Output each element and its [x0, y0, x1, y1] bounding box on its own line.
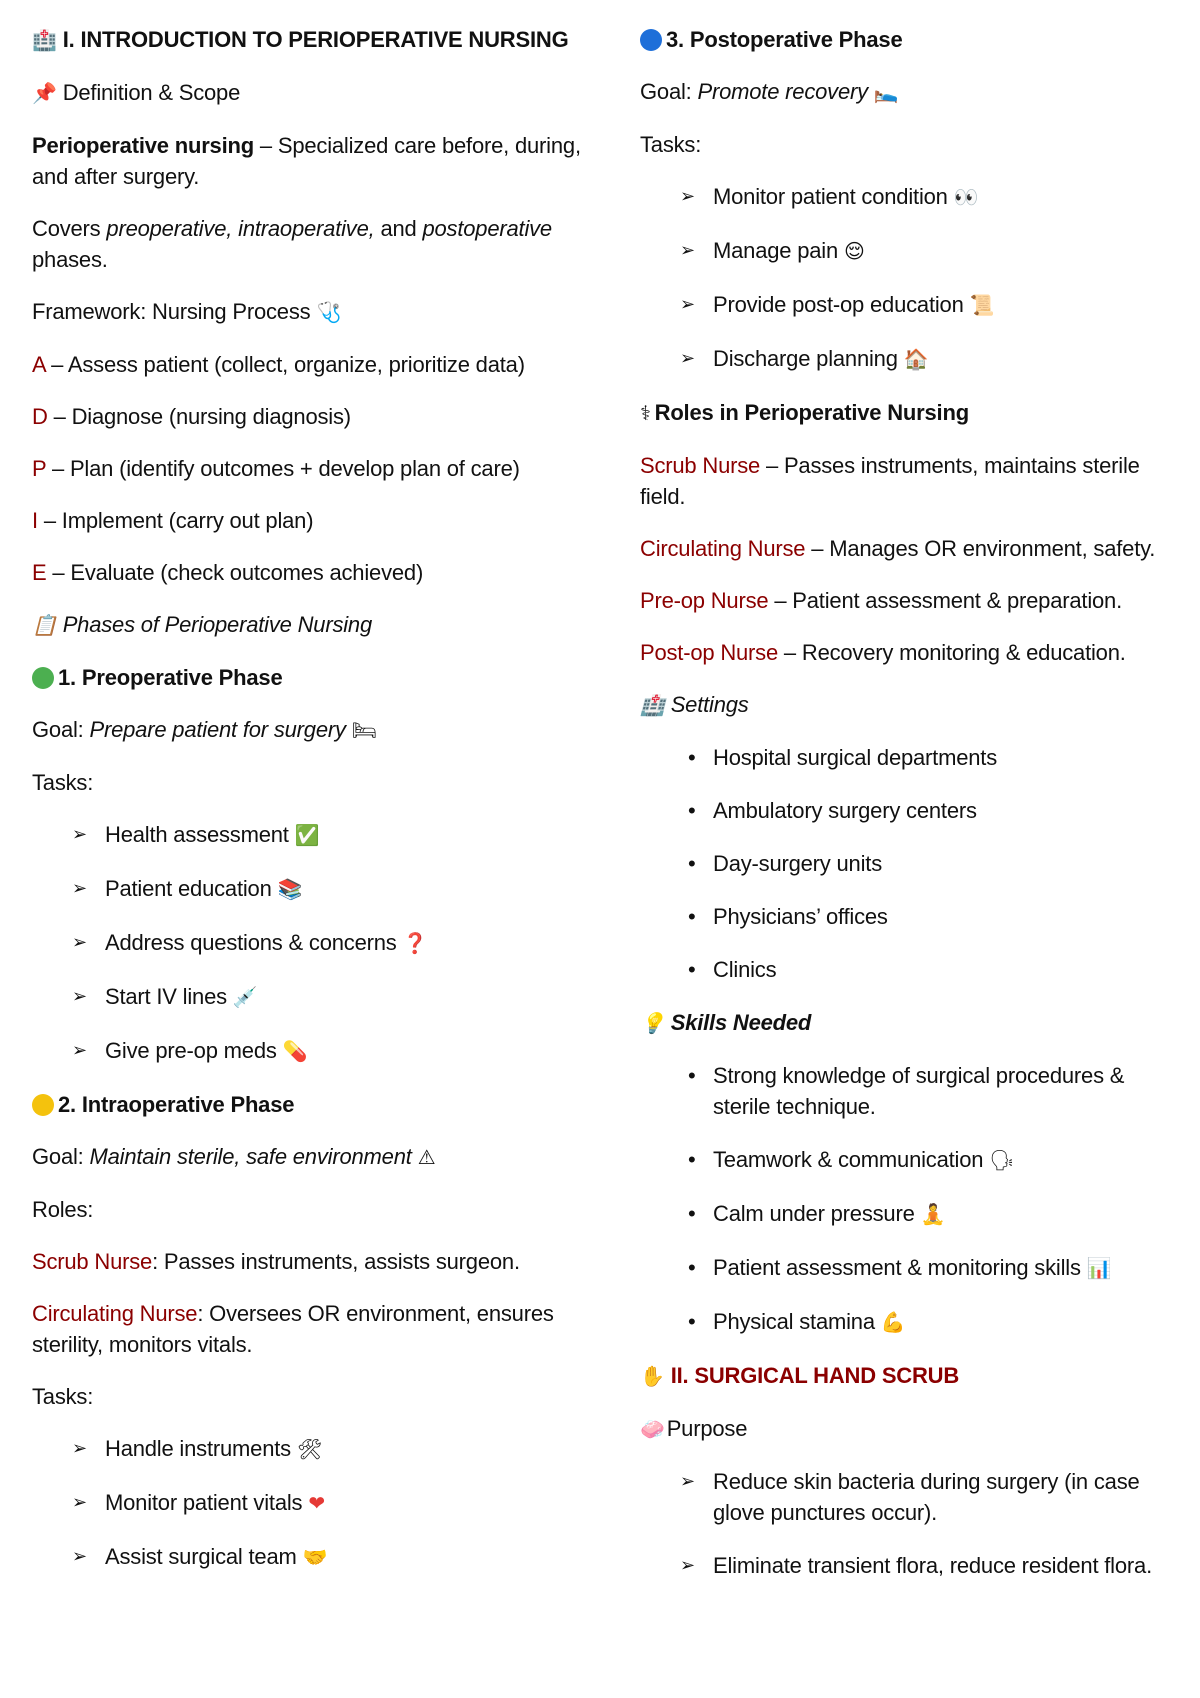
relieved-face-icon: 😌 — [844, 239, 865, 263]
light-bulb-icon: 💡 — [640, 1011, 665, 1035]
hand-scrub-title: ✋ II. SURGICAL HAND SCRUB — [640, 1360, 1180, 1392]
purpose-heading: 🧼Purpose — [640, 1413, 1180, 1445]
heart-icon: ❤ — [308, 1491, 325, 1515]
books-icon: 📚 — [277, 877, 303, 901]
list-item: • Clinics — [688, 957, 777, 982]
arrow-bullet-icon: ➢ — [72, 878, 87, 899]
role-scrub-nurse: Scrub Nurse – Passes instruments, maintains sterile field. — [640, 453, 1140, 509]
bed-icon: 🛌 — [873, 80, 899, 104]
section-title: 🏥 I. INTRODUCTION TO PERIOPERATIVE NURSING — [32, 24, 592, 56]
check-mark-icon: ✅ — [294, 823, 320, 847]
arrow-bullet-icon: ➢ — [72, 824, 87, 845]
intraop-role-circulating: Circulating Nurse: Oversees OR environment, ensures sterility, monitors vitals. — [32, 1301, 554, 1357]
handshake-icon: 🤝 — [302, 1545, 328, 1569]
perioperative-definition: Perioperative nursing – Specialized care before, during, and after surgery. — [32, 133, 581, 189]
framework-line: Framework: Nursing Process 🩺 — [32, 296, 592, 328]
arrow-bullet-icon: ➢ — [680, 186, 695, 207]
scroll-icon: 📜 — [969, 293, 995, 317]
arrow-bullet-icon: ➢ — [680, 348, 695, 369]
raised-hand-icon: ✋ — [640, 1364, 665, 1388]
preop-tasks-label: Tasks: — [32, 770, 94, 795]
skills-heading: 💡 Skills Needed — [640, 1007, 1180, 1039]
adpie-implement: I – Implement (carry out plan) — [32, 508, 314, 533]
list-item: ➢ Give pre-op meds 💊 — [72, 1035, 592, 1067]
arrow-bullet-icon: ➢ — [680, 294, 695, 315]
intraop-task-list — [32, 1433, 592, 1573]
list-item: • Strong knowledge of surgical procedures & sterile technique. — [688, 1063, 1125, 1119]
house-icon: 🏠 — [903, 347, 929, 371]
postop-goal: Goal: Promote recovery 🛌 — [640, 76, 1180, 108]
roles-heading: ⚕ Roles in Perioperative Nursing — [640, 397, 1180, 429]
phases-heading: 📋 Phases of Perioperative Nursing — [32, 609, 592, 641]
flexed-biceps-icon: 💪 — [880, 1310, 906, 1334]
bed-icon: 🛏 — [351, 718, 377, 742]
preop-task-list — [32, 819, 592, 1067]
arrow-bullet-icon: ➢ — [72, 986, 87, 1007]
medical-symbol-icon: ⚕ — [640, 401, 651, 425]
yellow-circle-icon — [32, 1094, 54, 1116]
adpie-plan: P – Plan (identify outcomes + develop plan of care) — [32, 456, 520, 481]
arrow-bullet-icon: ➢ — [680, 1471, 695, 1492]
eyes-icon: 👀 — [953, 185, 979, 209]
green-circle-icon — [32, 667, 54, 689]
soap-icon: 🧼 — [640, 1417, 665, 1441]
tools-icon: 🛠 — [296, 1437, 323, 1461]
intraop-phase-title: 2. Intraoperative Phase — [32, 1089, 592, 1120]
list-item: • Hospital surgical departments — [688, 745, 998, 770]
list-item: ➢ Health assessment ✅ — [72, 819, 592, 851]
list-item: ➢ Reduce skin bacteria during surgery (in case glove punctures occur). — [680, 1466, 1180, 1528]
list-item: ➢ Assist surgical team 🤝 — [72, 1541, 592, 1573]
arrow-bullet-icon: ➢ — [72, 1546, 87, 1567]
meditation-icon: 🧘 — [920, 1202, 946, 1226]
arrow-bullet-icon: ➢ — [72, 1492, 87, 1513]
purpose-list — [640, 1466, 1180, 1581]
postop-task-list — [640, 181, 1180, 375]
adpie-assess: A – Assess patient (collect, organize, prioritize data) — [32, 352, 525, 377]
adpie-evaluate: E – Evaluate (check outcomes achieved) — [32, 560, 424, 585]
hospital-icon: 🏥 — [640, 693, 665, 717]
list-item: ➢ Handle instruments 🛠 — [72, 1433, 592, 1465]
list-item: • Teamwork & communication 🗣 — [680, 1144, 1180, 1176]
arrow-bullet-icon: ➢ — [680, 240, 695, 261]
syringe-icon: 💉 — [232, 985, 258, 1009]
right-column — [640, 24, 1180, 1603]
intraop-tasks-label: Tasks: — [32, 1384, 94, 1409]
role-circulating-nurse: Circulating Nurse – Manages OR environment, safety. — [640, 536, 1156, 561]
intraop-goal: Goal: Maintain sterile, safe environment ⚠ — [32, 1141, 592, 1173]
list-item: ➢ Manage pain 😌 — [680, 235, 1180, 267]
list-item: • Day-surgery units — [688, 851, 882, 876]
list-item: • Patient assessment & monitoring skills 📊 — [680, 1252, 1180, 1284]
list-item: ➢ Monitor patient condition 👀 — [680, 181, 1180, 213]
settings-heading: 🏥 Settings — [640, 689, 1180, 721]
left-column — [32, 24, 592, 1595]
postop-tasks-label: Tasks: — [640, 132, 702, 157]
blue-circle-icon — [640, 29, 662, 51]
list-item: ➢ Start IV lines 💉 — [72, 981, 592, 1013]
pill-icon: 💊 — [282, 1039, 308, 1063]
role-postop-nurse: Post-op Nurse – Recovery monitoring & education. — [640, 640, 1126, 665]
list-item: ➢ Patient education 📚 — [72, 873, 592, 905]
arrow-bullet-icon: ➢ — [680, 1555, 695, 1576]
role-preop-nurse: Pre-op Nurse – Patient assessment & preparation. — [640, 588, 1122, 613]
list-item: • Ambulatory surgery centers — [688, 798, 977, 823]
list-item: ➢ Provide post-op education 📜 — [680, 289, 1180, 321]
list-item: ➢ Address questions & concerns ❓ — [72, 927, 592, 959]
adpie-diagnose: D – Diagnose (nursing diagnosis) — [32, 404, 351, 429]
intraop-role-scrub: Scrub Nurse: Passes instruments, assists surgeon. — [32, 1249, 520, 1274]
hospital-icon: 🏥 — [32, 28, 57, 52]
speaking-head-icon: 🗣 — [989, 1148, 1015, 1172]
list-item: ➢ Discharge planning 🏠 — [680, 343, 1180, 375]
arrow-bullet-icon: ➢ — [72, 1040, 87, 1061]
bar-chart-icon: 📊 — [1086, 1256, 1112, 1280]
arrow-bullet-icon: ➢ — [72, 932, 87, 953]
arrow-bullet-icon: ➢ — [72, 1438, 87, 1459]
preop-phase-title: 1. Preoperative Phase — [32, 662, 592, 693]
warning-icon: ⚠ — [417, 1145, 436, 1169]
list-item: • Calm under pressure 🧘 — [680, 1198, 1180, 1230]
clipboard-icon: 📋 — [32, 613, 57, 637]
intraop-roles-label: Roles: — [32, 1197, 94, 1222]
stethoscope-icon: 🩺 — [316, 300, 342, 324]
list-item: • Physicians’ offices — [688, 904, 888, 929]
question-mark-icon: ❓ — [402, 931, 428, 955]
list-item: ➢ Monitor patient vitals ❤ — [72, 1487, 592, 1519]
preop-goal: Goal: Prepare patient for surgery 🛏 — [32, 714, 592, 746]
pushpin-icon: 📌 — [32, 81, 57, 105]
list-item: • Physical stamina 💪 — [680, 1306, 1180, 1338]
list-item: ➢ Eliminate transient flora, reduce resident flora. — [680, 1550, 1180, 1581]
settings-list — [640, 742, 1180, 985]
definition-heading: 📌 Definition & Scope — [32, 77, 592, 109]
skills-list — [640, 1060, 1180, 1338]
covers-phases: Covers preoperative, intraoperative, and postoperative phases. — [32, 216, 552, 272]
postop-phase-title: 3. Postoperative Phase — [640, 24, 1180, 55]
